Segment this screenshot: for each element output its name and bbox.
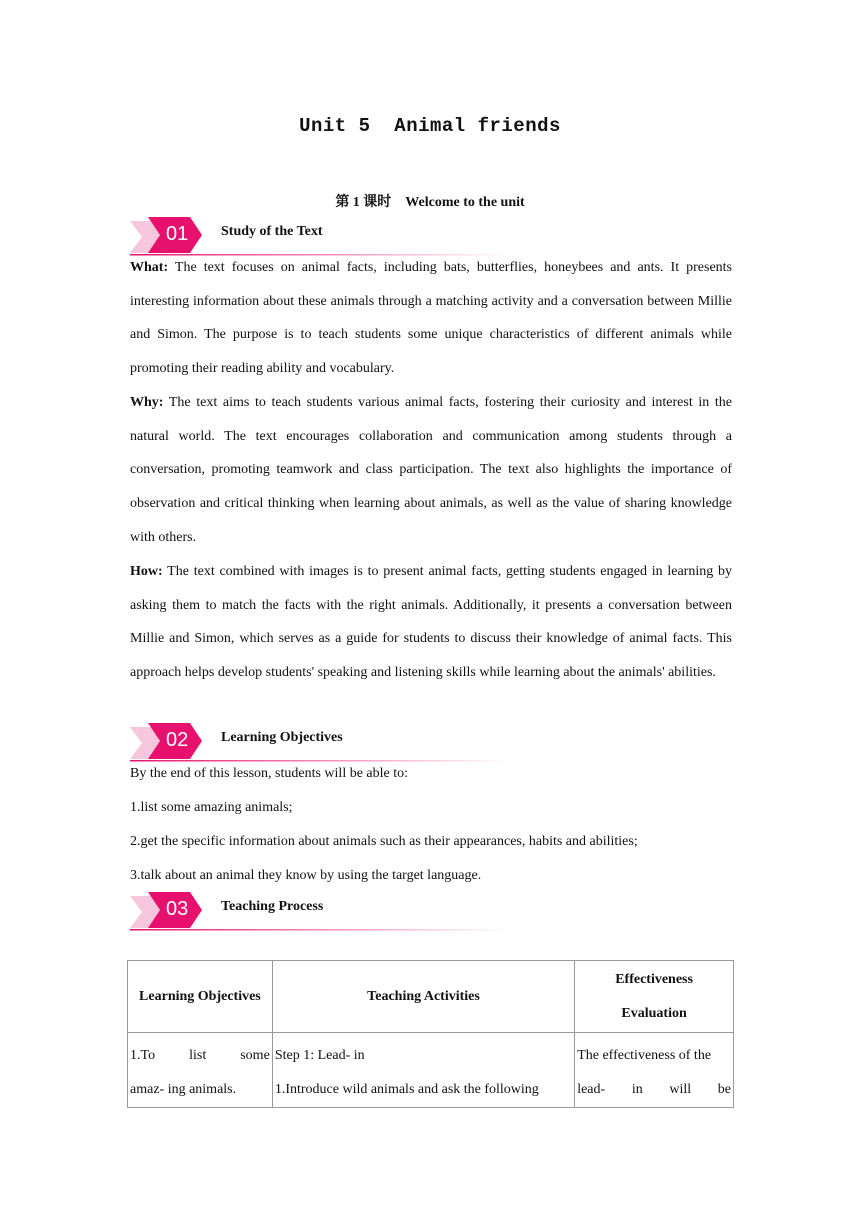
section-banner-03: [130, 892, 510, 934]
section-title: Study of the Text: [221, 224, 323, 239]
what-label: What:: [130, 260, 169, 275]
what-paragraph: [130, 251, 732, 386]
section-number: 01: [166, 223, 189, 245]
cell-line: The effectiveness of the: [577, 1048, 712, 1063]
table-row: [128, 1033, 734, 1108]
cell-line: 1.Introduce wild animals and ask the following: [274, 1082, 539, 1097]
cell-word: some: [240, 1048, 270, 1063]
section-number: 03: [166, 898, 189, 920]
cell-word: will: [669, 1082, 692, 1097]
section-banner-02: [130, 723, 510, 765]
cell-word: list: [189, 1048, 207, 1063]
objective-item: 2.get the specific information about animals such as their appearances, habits and abilities;: [130, 834, 638, 849]
why-paragraph: [130, 386, 732, 555]
cell-word: in: [631, 1082, 643, 1097]
header-effectiveness-evaluation: [575, 961, 734, 1033]
section-number: 02: [166, 729, 189, 751]
how-paragraph: [130, 555, 732, 690]
why-text: The text aims to teach students various animal facts, fostering their curiosity and interest in the natural world. The text encourages collaboration and communication among students through a conversation, promoting teamwork and class participation. The text also highlights the importance of observation and critical thinking when learning about animals, as well as the value of sharing knowledge with others.: [130, 395, 732, 545]
teaching-process-table: [127, 960, 734, 1108]
cell-evaluation: [575, 1033, 734, 1108]
cell-word: 1.To: [130, 1048, 156, 1063]
cell-objective: [128, 1033, 273, 1108]
cell-line: Step 1: Lead- in: [274, 1048, 365, 1063]
cell-line: [577, 1073, 731, 1107]
cell-line: [130, 1039, 270, 1073]
header-effectiveness: Effectiveness: [615, 971, 693, 987]
objective-item: 3.talk about an animal they know by using the target language.: [130, 868, 482, 883]
header-evaluation: Evaluation: [621, 1005, 687, 1021]
section-title: Teaching Process: [221, 899, 324, 914]
cell-word: lead-: [577, 1082, 606, 1097]
section-title: Learning Objectives: [221, 730, 343, 745]
objectives-intro: By the end of this lesson, students will be able to:: [130, 766, 409, 781]
what-text: The text focuses on animal facts, including bats, butterflies, honeybees and ants. It presents interesting information about these animals through a matching activity and a conversation between Millie and Simon. The purpose is to teach students some unique characteristics of different animals while promoting their reading ability and vocabulary.: [130, 260, 732, 377]
cell-line: amaz- ing animals.: [130, 1082, 237, 1097]
cell-word: be: [717, 1082, 731, 1097]
header-learning-objectives: Learning Objectives: [128, 961, 273, 1033]
lesson-subtitle: 第 1 课时 Welcome to the unit: [335, 195, 525, 210]
table-header-row: [128, 961, 734, 1033]
header-teaching-activities: Teaching Activities: [272, 961, 574, 1033]
why-label: Why:: [130, 395, 164, 410]
how-text: The text combined with images is to present animal facts, getting students engaged in learning by asking them to match the facts with the right animals. Additionally, it presents a conversation between Millie and Simon, which serves as a guide for students to discuss their knowledge of animal facts. This approach helps develop students' speaking and listening skills while learning about the animals' abilities.: [130, 564, 732, 681]
objective-item: 1.list some amazing animals;: [130, 800, 293, 815]
how-label: How:: [130, 564, 163, 579]
page-title: Unit 5 Animal friends: [299, 115, 561, 137]
cell-activity: [272, 1033, 574, 1108]
